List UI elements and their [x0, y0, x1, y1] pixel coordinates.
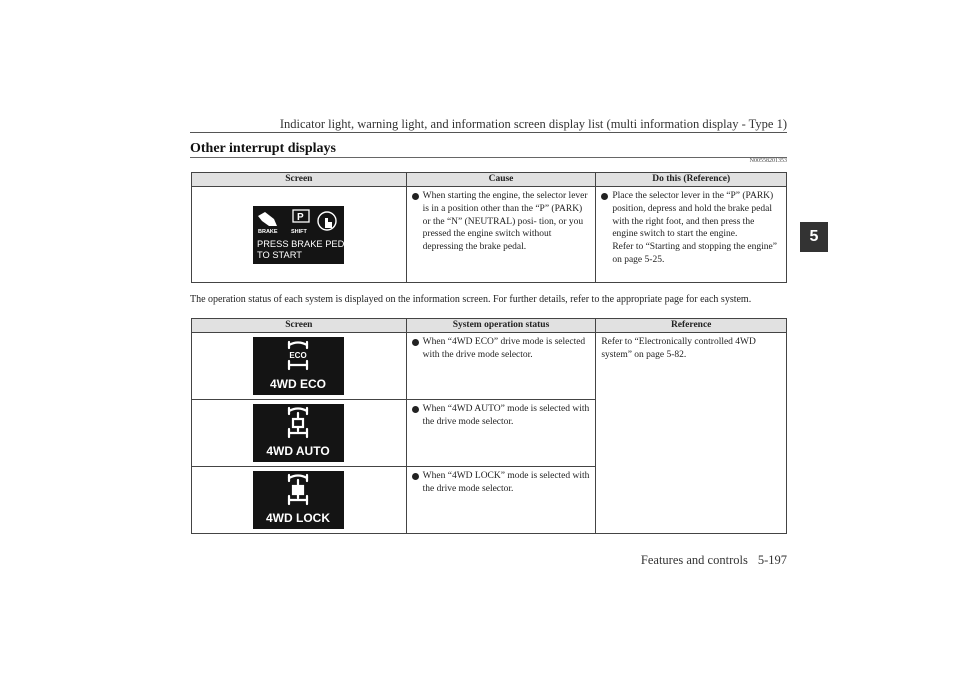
push-button-icon	[318, 212, 336, 230]
eco-badge: ECO	[289, 351, 307, 360]
table-header-row	[192, 173, 787, 187]
table-row	[192, 187, 787, 283]
screen-cell	[192, 467, 407, 534]
status-text: When “4WD AUTO” mode is selected with the drive mode selector.	[422, 404, 590, 427]
park-letter: P	[297, 211, 304, 223]
screen-cell	[192, 333, 407, 400]
action-reference: Refer to “Starting and stopping the engine” on page 5-25.	[612, 242, 777, 266]
status-text: When “4WD ECO” drive mode is selected with the drive mode selector.	[422, 337, 586, 360]
interrupt-display-table	[191, 172, 787, 283]
section-code: N00558201353	[749, 158, 787, 164]
page-footer	[560, 553, 787, 568]
4wd-auto-display	[253, 404, 344, 462]
bullet-icon	[412, 406, 419, 413]
bullet-icon	[412, 339, 419, 346]
cause-cell	[406, 187, 596, 283]
4wd-drivetrain-icon	[289, 408, 307, 437]
column-header-screen: Screen	[192, 319, 407, 333]
shift-label: SHIFT	[291, 228, 308, 235]
reference-text: Refer to “Electronically controlled 4WD system” on page 5-82.	[601, 337, 756, 360]
column-header-screen: Screen	[192, 173, 407, 187]
screen-cell	[192, 187, 407, 283]
screen-cell	[192, 400, 407, 467]
table-row	[192, 333, 787, 400]
4wd-eco-display	[253, 337, 344, 395]
4wd-drivetrain-icon	[289, 475, 307, 504]
table-header-row	[192, 319, 787, 333]
bullet-icon	[412, 193, 419, 200]
column-header-action: Do this (Reference)	[596, 173, 787, 187]
brake-pedal-icon	[258, 212, 277, 226]
display-line-1: PRESS BRAKE PEDAL	[257, 238, 357, 249]
display-caption: 4WD ECO	[270, 377, 327, 391]
4wd-lock-display	[253, 471, 344, 529]
cause-text: When starting the engine, the selector lever is in a position other than the “P” (PARK) or the “N” (NEUTRAL) posi- tion, or you pressed the engine switch without depressing the brake pedal.	[422, 191, 588, 253]
brake-shift-display	[253, 206, 357, 264]
bullet-icon	[412, 473, 419, 480]
display-caption: 4WD AUTO	[266, 444, 330, 458]
header-rule	[190, 132, 787, 133]
footer-chapter: Features and controls	[640, 553, 748, 567]
reference-cell	[596, 333, 787, 534]
chapter-tab: 5	[800, 222, 828, 252]
column-header-cause: Cause	[406, 173, 596, 187]
status-text: When “4WD LOCK” mode is selected with the drive mode selector.	[422, 471, 590, 494]
status-cell	[406, 467, 596, 534]
display-caption: 4WD LOCK	[266, 511, 331, 525]
section-title: Other interrupt displays	[190, 141, 336, 156]
running-header: Indicator light, warning light, and information screen display list (multi information display - Type 1)	[279, 117, 787, 131]
column-header-status: System operation status	[406, 319, 596, 333]
display-line-2: TO START	[257, 249, 303, 260]
brake-label: BRAKE	[258, 228, 278, 235]
action-text: Place the selector lever in the “P” (PARK) position, depress and hold the brake pedal with the right foot, and then press the engine switch to start the engine.	[612, 191, 774, 240]
column-header-reference: Reference	[596, 319, 787, 333]
intro-paragraph: The operation status of each system is displayed on the information screen. For further details, refer to the appropriate page for each system.	[190, 294, 752, 305]
system-status-table	[191, 318, 787, 534]
status-cell	[406, 333, 596, 400]
status-cell	[406, 400, 596, 467]
footer-page-number: 5-197	[757, 553, 787, 567]
bullet-icon	[601, 193, 608, 200]
action-cell	[596, 187, 787, 283]
